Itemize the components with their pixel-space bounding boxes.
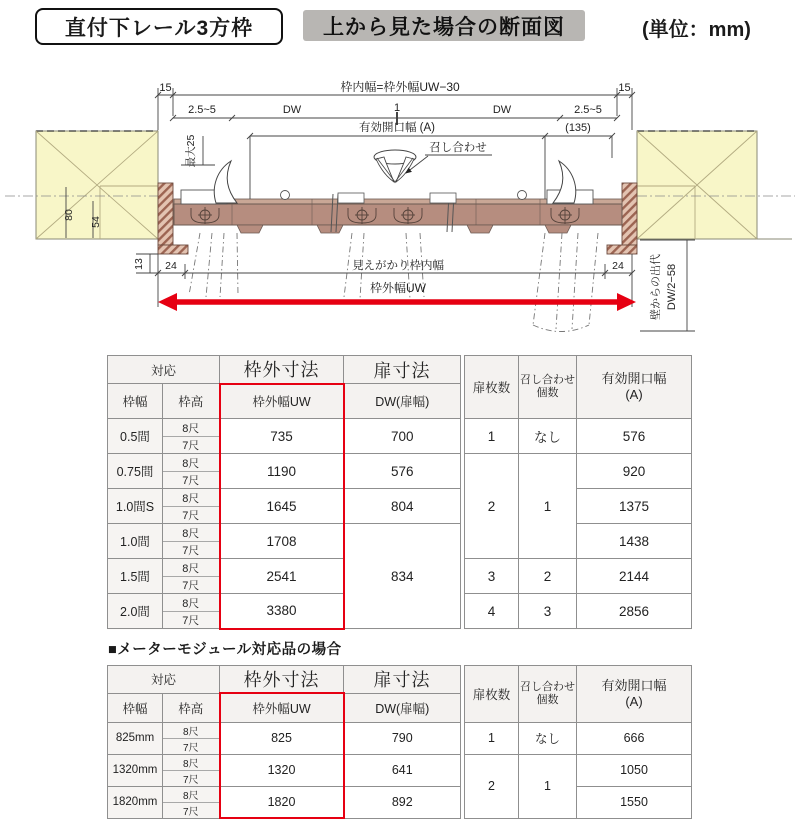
cell-width: 825mm bbox=[108, 722, 163, 754]
cell-open: 1550 bbox=[577, 786, 692, 818]
th-wakugai: 枠外寸法 bbox=[220, 666, 344, 694]
th-mesh bbox=[519, 356, 577, 419]
cell-h8: 8尺 bbox=[163, 490, 219, 507]
dim-135: (135) bbox=[565, 122, 591, 134]
cell-h7: 7尺 bbox=[182, 614, 200, 627]
label-wall-offset-2: DW/2−58 bbox=[666, 263, 678, 311]
th-maisu: 扉枚数 bbox=[465, 666, 519, 723]
th-uw: 枠外幅UW bbox=[220, 693, 344, 722]
cell-h7: 7尺 bbox=[182, 579, 200, 592]
dim-gap-right: 2.5~5 bbox=[574, 104, 602, 116]
dim-24-left: 24 bbox=[165, 260, 177, 272]
th-waku-haba: 枠幅 bbox=[108, 384, 163, 419]
cell-mesh: 3 bbox=[519, 594, 577, 629]
cell-h8: 8尺 bbox=[163, 787, 219, 803]
table-row bbox=[108, 489, 692, 524]
cell-h8: 8尺 bbox=[163, 755, 219, 771]
cell-mesh: 2 bbox=[519, 559, 577, 594]
cell-h7: 7尺 bbox=[182, 439, 200, 452]
label-wall-offset-1: 壁からの出代 bbox=[650, 254, 662, 320]
th-mesh-line1: 召し合わせ bbox=[520, 374, 576, 387]
cell-panels: 2 bbox=[465, 754, 519, 818]
cell-h8: 8尺 bbox=[163, 525, 219, 542]
cell-uw: 1320 bbox=[220, 754, 344, 786]
th-mesh-line2: 個数 bbox=[536, 693, 559, 706]
cell-width: 1820mm bbox=[108, 786, 163, 818]
cross-section-diagram bbox=[0, 66, 800, 354]
dim-max25: 最大25 bbox=[185, 134, 197, 168]
meter-module-section-label: ■メーターモジュール対応品の場合 bbox=[108, 642, 342, 658]
th-uw: 枠外幅UW bbox=[220, 384, 344, 419]
cell-mesh: 1 bbox=[519, 454, 577, 559]
th-mesh bbox=[519, 666, 577, 723]
cell-h7: 7尺 bbox=[182, 806, 199, 818]
th-tobira: 扉寸法 bbox=[344, 356, 461, 384]
cell-uw: 2541 bbox=[220, 559, 344, 594]
th-mesh-line2: 個数 bbox=[536, 387, 559, 399]
th-yuko-line2: (A) bbox=[625, 693, 643, 709]
th-maisu: 扉枚数 bbox=[465, 356, 519, 419]
cell-h7: 7尺 bbox=[182, 742, 199, 754]
cell-width: 2.0間 bbox=[108, 594, 163, 629]
label-meshing: 召し合わせ bbox=[429, 142, 487, 154]
dim-visible-width: 見えがかり枠内幅 bbox=[352, 260, 444, 272]
unit-label: (単位：mm) bbox=[642, 19, 751, 41]
cell-open: 1375 bbox=[577, 489, 692, 524]
page-title-text: 直付下レール3方枠 bbox=[64, 16, 254, 40]
th-waku-daka: 枠高 bbox=[163, 693, 220, 722]
cell-dw: 641 bbox=[344, 754, 461, 786]
cell-uw: 1708 bbox=[220, 524, 344, 559]
dim-15-right: 15 bbox=[618, 82, 631, 94]
cell-dw: 576 bbox=[344, 454, 461, 489]
cell-mesh: なし bbox=[519, 419, 577, 454]
cell-uw: 1645 bbox=[220, 489, 344, 524]
cell-dw: 892 bbox=[344, 786, 461, 818]
cell-h8: 8尺 bbox=[163, 595, 219, 612]
cell-uw: 1190 bbox=[220, 454, 344, 489]
dim-24-right: 24 bbox=[612, 260, 624, 272]
th-yuko-line1: 有効開口幅 bbox=[601, 371, 667, 387]
dim-one: 1 bbox=[393, 102, 401, 114]
table-row bbox=[108, 454, 692, 489]
meeting-stile bbox=[374, 150, 416, 182]
th-yuko bbox=[577, 356, 692, 419]
cell-open: 1050 bbox=[577, 754, 692, 786]
cell-mesh: なし bbox=[519, 722, 577, 754]
section-view-text: 上から見た場合の断面図 bbox=[323, 15, 565, 39]
dim-54: 54 bbox=[90, 216, 102, 228]
cell-h7: 7尺 bbox=[182, 509, 200, 522]
dim-dw-right: DW bbox=[492, 104, 512, 116]
cell-width: 1.5間 bbox=[108, 559, 163, 594]
th-yuko-line2: (A) bbox=[625, 387, 643, 402]
cell-open: 920 bbox=[577, 454, 692, 489]
th-wakugai: 枠外寸法 bbox=[220, 356, 344, 384]
dim-80: 80 bbox=[63, 209, 75, 221]
dim-gap-left: 2.5~5 bbox=[188, 104, 216, 116]
section-view-label bbox=[303, 10, 585, 41]
table-row bbox=[108, 419, 692, 454]
table-row bbox=[108, 786, 692, 818]
cell-width: 0.5間 bbox=[108, 419, 163, 454]
cell-h8: 8尺 bbox=[163, 455, 219, 472]
dim-opening: 有効開口幅 (A) bbox=[358, 122, 436, 134]
cell-uw: 825 bbox=[220, 722, 344, 754]
table-row bbox=[108, 524, 692, 559]
outer-width-arrow bbox=[158, 293, 636, 311]
cell-mesh: 1 bbox=[519, 754, 577, 818]
cell-panels: 3 bbox=[465, 559, 519, 594]
cell-h8: 8尺 bbox=[163, 420, 219, 437]
cell-h7: 7尺 bbox=[182, 474, 200, 487]
cell-uw: 3380 bbox=[220, 594, 344, 629]
th-waku-daka: 枠高 bbox=[163, 384, 220, 419]
cell-panels: 2 bbox=[465, 454, 519, 559]
dim-13: 13 bbox=[133, 258, 145, 270]
th-tobira: 扉寸法 bbox=[344, 666, 461, 694]
cell-panels: 1 bbox=[465, 419, 519, 454]
cell-dw: 700 bbox=[344, 419, 461, 454]
cell-open: 1438 bbox=[577, 524, 692, 559]
th-yuko bbox=[577, 666, 692, 723]
cell-dw: 834 bbox=[344, 524, 461, 629]
cell-open: 666 bbox=[577, 722, 692, 754]
cell-dw: 790 bbox=[344, 722, 461, 754]
dim-formula: 枠内幅=枠外幅UW−30 bbox=[340, 80, 460, 94]
cell-open: 2144 bbox=[577, 559, 692, 594]
th-mesh-line1: 召し合わせ bbox=[520, 681, 576, 694]
cell-width: 1.0間S bbox=[108, 489, 163, 524]
cell-h8: 8尺 bbox=[163, 560, 219, 577]
spec-table-meter-module bbox=[107, 665, 692, 819]
cell-h7: 7尺 bbox=[182, 544, 200, 557]
dim-15-left: 15 bbox=[159, 82, 172, 94]
cell-panels: 1 bbox=[465, 722, 519, 754]
page-title bbox=[35, 8, 283, 45]
cell-dw: 804 bbox=[344, 489, 461, 524]
th-waku-haba: 枠幅 bbox=[108, 693, 163, 722]
cell-open: 576 bbox=[577, 419, 692, 454]
right-wall bbox=[637, 131, 795, 239]
cell-panels: 4 bbox=[465, 594, 519, 629]
table-row bbox=[108, 722, 692, 754]
th-yuko-line1: 有効開口幅 bbox=[601, 678, 667, 694]
cell-open: 2856 bbox=[577, 594, 692, 629]
cell-width: 1320mm bbox=[108, 754, 163, 786]
th-taiou: 対応 bbox=[108, 356, 220, 384]
th-taiou: 対応 bbox=[108, 666, 220, 694]
left-wall bbox=[5, 131, 158, 239]
dim-outer-width: 枠外幅UW bbox=[370, 281, 426, 295]
cell-h7: 7尺 bbox=[182, 774, 199, 786]
cell-uw: 735 bbox=[220, 419, 344, 454]
th-dw: DW(扉幅) bbox=[344, 384, 461, 419]
spec-table-standard bbox=[107, 355, 692, 630]
dim-dw-left: DW bbox=[282, 104, 302, 116]
cell-width: 1.0間 bbox=[108, 524, 163, 559]
cell-uw: 1820 bbox=[220, 786, 344, 818]
th-dw: DW(扉幅) bbox=[344, 693, 461, 722]
cell-h8: 8尺 bbox=[163, 723, 219, 739]
cell-width: 0.75間 bbox=[108, 454, 163, 489]
table-row bbox=[108, 754, 692, 786]
